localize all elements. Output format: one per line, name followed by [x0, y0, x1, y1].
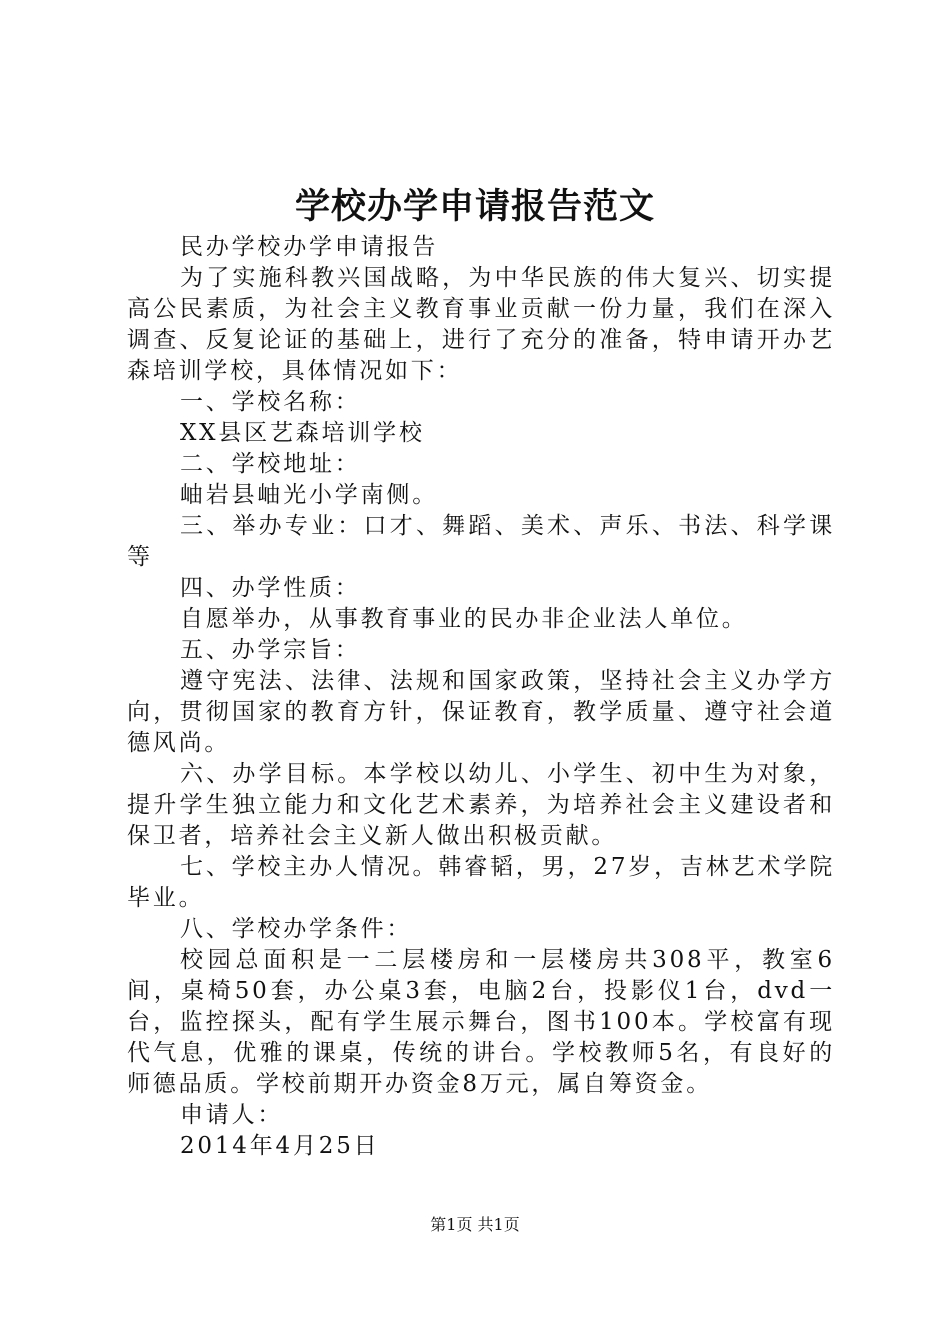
paragraph: 四、办学性质：: [180, 575, 361, 601]
paragraph: 校园总面积是一二层楼房和一层楼房共308平，教室6间，桌椅50套，办公桌3套，电脑2台，投影仪1台，dvd一台，监控探头，配有学生展示舞台，图书100本。学校富有现代气息，优雅的课桌，传统的讲台。学校教师5名，有良好的师德品质。学校前期开办资金8万元，属自筹资金。: [127, 947, 835, 1097]
paragraph: 三、举办专业：口才、舞蹈、美术、声乐、书法、科学课等: [127, 513, 835, 570]
paragraph: 2014年4月25日: [180, 1133, 380, 1159]
paragraph: XX县区艺森培训学校: [180, 420, 425, 446]
paragraph: 二、学校地址：: [180, 451, 361, 477]
paragraph: 七、学校主办人情况。韩睿韬，男，27岁，吉林艺术学院毕业。: [127, 854, 835, 911]
paragraph: 自愿举办，从事教育事业的民办非企业法人单位。: [180, 606, 748, 632]
paragraph: 五、办学宗旨：: [180, 637, 361, 663]
paragraph: 为了实施科教兴国战略，为中华民族的伟大复兴、切实提高公民素质，为社会主义教育事业贡献一份力量，我们在深入调查、反复论证的基础上，进行了充分的准备，特申请开办艺森培训学校，具体情况如下：: [127, 265, 835, 384]
paragraph: 一、学校名称：: [180, 389, 361, 415]
paragraph: 申请人：: [180, 1102, 284, 1128]
paragraph: 八、学校办学条件：: [180, 916, 413, 942]
document-title: 学校办学申请报告范文: [294, 186, 655, 227]
page-footer: 第1页 共1页: [430, 1215, 520, 1234]
document-body: [127, 232, 835, 1162]
paragraph: 六、办学目标。本学校以幼儿、小学生、初中生为对象，提升学生独立能力和文化艺术素养，为培养社会主义建设者和保卫者，培养社会主义新人做出积极贡献。: [127, 761, 835, 849]
paragraph: 遵守宪法、法律、法规和国家政策，坚持社会主义办学方向，贯彻国家的教育方针，保证教育，教学质量、遵守社会道德风尚。: [127, 668, 835, 756]
paragraph: 岫岩县岫光小学南侧。: [180, 482, 438, 508]
paragraph: 民办学校办学申请报告: [180, 234, 438, 260]
